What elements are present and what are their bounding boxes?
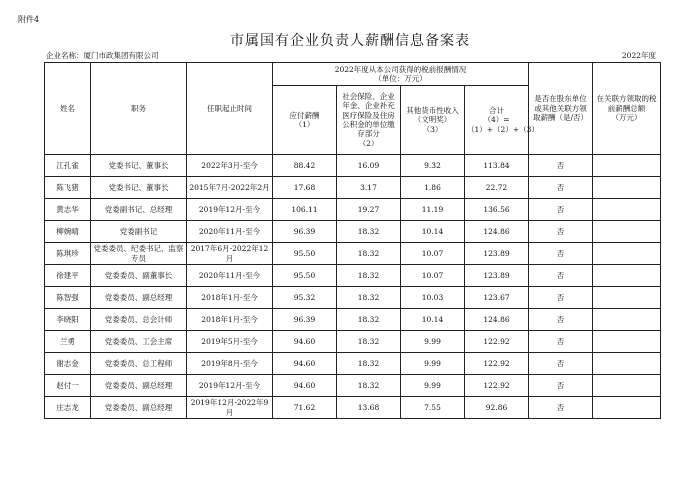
cell-other: 10.07 bbox=[401, 243, 465, 265]
header-related-total: 在关联方领取的税前薪酬总额 （万元） bbox=[593, 63, 661, 155]
header-pay-group: 2022年度从本公司获得的税前报酬情况 （单位：万元） bbox=[273, 63, 529, 86]
cell-other: 10.03 bbox=[401, 287, 465, 309]
table-row bbox=[45, 331, 661, 353]
cell-social: 19.27 bbox=[337, 199, 401, 221]
table-row bbox=[45, 265, 661, 287]
cell-total: 124.86 bbox=[465, 309, 529, 331]
cell-social: 18.32 bbox=[337, 265, 401, 287]
cell-tenure: 2019年12月-至今 bbox=[187, 199, 273, 221]
cell-other: 10.14 bbox=[401, 309, 465, 331]
table-row bbox=[45, 375, 661, 397]
cell-total: 113.84 bbox=[465, 155, 529, 177]
cell-flag: 否 bbox=[529, 309, 593, 331]
cell-other: 9.99 bbox=[401, 331, 465, 353]
cell-salary: 96.39 bbox=[273, 221, 337, 243]
cell-total: 136.56 bbox=[465, 199, 529, 221]
cell-related bbox=[593, 265, 661, 287]
cell-position: 党委委员、副董事长 bbox=[91, 265, 187, 287]
cell-salary: 71.62 bbox=[273, 397, 337, 419]
cell-social: 18.32 bbox=[337, 287, 401, 309]
cell-name: 陈飞猪 bbox=[45, 177, 91, 199]
cell-tenure: 2019年12月-2022年9月 bbox=[187, 397, 273, 419]
table-row bbox=[45, 199, 661, 221]
cell-name: 黄志华 bbox=[45, 199, 91, 221]
cell-tenure: 2018年1月-至今 bbox=[187, 309, 273, 331]
header-other-income: 其他货币性收入（文明奖） （3） bbox=[401, 86, 465, 155]
cell-other: 10.07 bbox=[401, 265, 465, 287]
cell-position: 党委委员、总工程师 bbox=[91, 353, 187, 375]
cell-name: 李晓阳 bbox=[45, 309, 91, 331]
cell-tenure: 2015年7月-2022年2月 bbox=[187, 177, 273, 199]
cell-total: 122.92 bbox=[465, 353, 529, 375]
cell-salary: 95.50 bbox=[273, 243, 337, 265]
cell-flag: 否 bbox=[529, 287, 593, 309]
table-row bbox=[45, 397, 661, 419]
cell-total: 124.86 bbox=[465, 221, 529, 243]
cell-position: 党委委员、副总经理 bbox=[91, 287, 187, 309]
cell-tenure: 2020年11月-至今 bbox=[187, 265, 273, 287]
cell-total: 123.89 bbox=[465, 265, 529, 287]
cell-other: 9.32 bbox=[401, 155, 465, 177]
cell-salary: 17.68 bbox=[273, 177, 337, 199]
cell-flag: 否 bbox=[529, 221, 593, 243]
cell-name: 兰勇 bbox=[45, 331, 91, 353]
cell-position: 党委书记、董事长 bbox=[91, 155, 187, 177]
cell-salary: 95.32 bbox=[273, 287, 337, 309]
cell-position: 党委副书记、总经理 bbox=[91, 199, 187, 221]
table-row bbox=[45, 155, 661, 177]
page-title: 市属国有企业负责人薪酬信息备案表 bbox=[230, 33, 470, 49]
cell-total: 122.92 bbox=[465, 375, 529, 397]
header-total: 合计 （4）=（1）+（2）+（3） bbox=[465, 86, 529, 155]
cell-name: 陈琪珍 bbox=[45, 243, 91, 265]
cell-salary: 95.50 bbox=[273, 265, 337, 287]
cell-name: 柳婉晴 bbox=[45, 221, 91, 243]
table-row bbox=[45, 177, 661, 199]
cell-related bbox=[593, 309, 661, 331]
table-row bbox=[45, 243, 661, 265]
company-name: 企业名称：厦门市政集团有限公司 bbox=[46, 51, 159, 60]
cell-total: 123.67 bbox=[465, 287, 529, 309]
cell-related bbox=[593, 243, 661, 265]
cell-salary: 94.60 bbox=[273, 375, 337, 397]
cell-name: 陈智强 bbox=[45, 287, 91, 309]
cell-flag: 否 bbox=[529, 375, 593, 397]
cell-salary: 106.11 bbox=[273, 199, 337, 221]
cell-position: 党委副书记 bbox=[91, 221, 187, 243]
cell-flag: 否 bbox=[529, 397, 593, 419]
header-position: 职务 bbox=[91, 63, 187, 155]
cell-total: 122.92 bbox=[465, 331, 529, 353]
cell-name: 赵付一 bbox=[45, 375, 91, 397]
cell-salary: 94.60 bbox=[273, 353, 337, 375]
cell-other: 11.19 bbox=[401, 199, 465, 221]
cell-name: 谢志金 bbox=[45, 353, 91, 375]
cell-related bbox=[593, 199, 661, 221]
cell-position: 党委书记、董事长 bbox=[91, 177, 187, 199]
header-social: 社会保险、企业年金、企业补充医疗保险及住房公积金的单位缴存部分 （2） bbox=[337, 86, 401, 155]
cell-flag: 否 bbox=[529, 243, 593, 265]
cell-position: 党委委员、纪委书记、监察专员 bbox=[91, 243, 187, 265]
cell-related bbox=[593, 155, 661, 177]
table-row bbox=[45, 287, 661, 309]
cell-other: 9.99 bbox=[401, 353, 465, 375]
cell-social: 16.09 bbox=[337, 155, 401, 177]
salary-table bbox=[44, 62, 661, 419]
cell-related bbox=[593, 397, 661, 419]
cell-related bbox=[593, 287, 661, 309]
cell-tenure: 2019年8月-至今 bbox=[187, 353, 273, 375]
header-salary: 应付薪酬 （1） bbox=[273, 86, 337, 155]
cell-related bbox=[593, 177, 661, 199]
cell-position: 党委委员、工会主席 bbox=[91, 331, 187, 353]
cell-social: 13.68 bbox=[337, 397, 401, 419]
cell-total: 92.86 bbox=[465, 397, 529, 419]
header-tenure: 任职起止时间 bbox=[187, 63, 273, 155]
cell-flag: 否 bbox=[529, 265, 593, 287]
cell-tenure: 2020年11月-至今 bbox=[187, 221, 273, 243]
cell-related bbox=[593, 375, 661, 397]
cell-other: 10.14 bbox=[401, 221, 465, 243]
cell-flag: 否 bbox=[529, 331, 593, 353]
cell-social: 18.32 bbox=[337, 375, 401, 397]
cell-position: 党委委员、副总经理 bbox=[91, 397, 187, 419]
table-row bbox=[45, 353, 661, 375]
cell-total: 123.89 bbox=[465, 243, 529, 265]
cell-other: 7.55 bbox=[401, 397, 465, 419]
cell-flag: 否 bbox=[529, 155, 593, 177]
cell-tenure: 2019年5月-至今 bbox=[187, 331, 273, 353]
cell-other: 9.99 bbox=[401, 375, 465, 397]
cell-related bbox=[593, 221, 661, 243]
cell-tenure: 2019年12月-至今 bbox=[187, 375, 273, 397]
cell-salary: 94.60 bbox=[273, 331, 337, 353]
cell-other: 1.86 bbox=[401, 177, 465, 199]
cell-position: 党委委员、副总经理 bbox=[91, 375, 187, 397]
table-row bbox=[45, 309, 661, 331]
cell-social: 18.32 bbox=[337, 353, 401, 375]
cell-social: 18.32 bbox=[337, 331, 401, 353]
report-year: 2022年度 bbox=[621, 51, 656, 60]
cell-position: 党委委员、总会计师 bbox=[91, 309, 187, 331]
cell-social: 18.32 bbox=[337, 221, 401, 243]
cell-related bbox=[593, 331, 661, 353]
header-other-unit: 是否在股东单位或其他关联方领取薪酬（是/否） bbox=[529, 63, 593, 155]
cell-related bbox=[593, 353, 661, 375]
cell-social: 18.32 bbox=[337, 243, 401, 265]
cell-tenure: 2022年3月-至今 bbox=[187, 155, 273, 177]
cell-tenure: 2017年6月-2022年12月 bbox=[187, 243, 273, 265]
table-row bbox=[45, 221, 661, 243]
attachment-label: 附件4 bbox=[18, 15, 40, 24]
cell-social: 3.17 bbox=[337, 177, 401, 199]
cell-tenure: 2018年1月-至今 bbox=[187, 287, 273, 309]
header-name: 姓名 bbox=[45, 63, 91, 155]
cell-name: 徐建平 bbox=[45, 265, 91, 287]
cell-total: 22.72 bbox=[465, 177, 529, 199]
cell-flag: 否 bbox=[529, 177, 593, 199]
cell-flag: 否 bbox=[529, 353, 593, 375]
cell-flag: 否 bbox=[529, 199, 593, 221]
cell-salary: 88.42 bbox=[273, 155, 337, 177]
cell-name: 庄志龙 bbox=[45, 397, 91, 419]
cell-name: 江孔雀 bbox=[45, 155, 91, 177]
cell-social: 18.32 bbox=[337, 309, 401, 331]
cell-salary: 96.39 bbox=[273, 309, 337, 331]
